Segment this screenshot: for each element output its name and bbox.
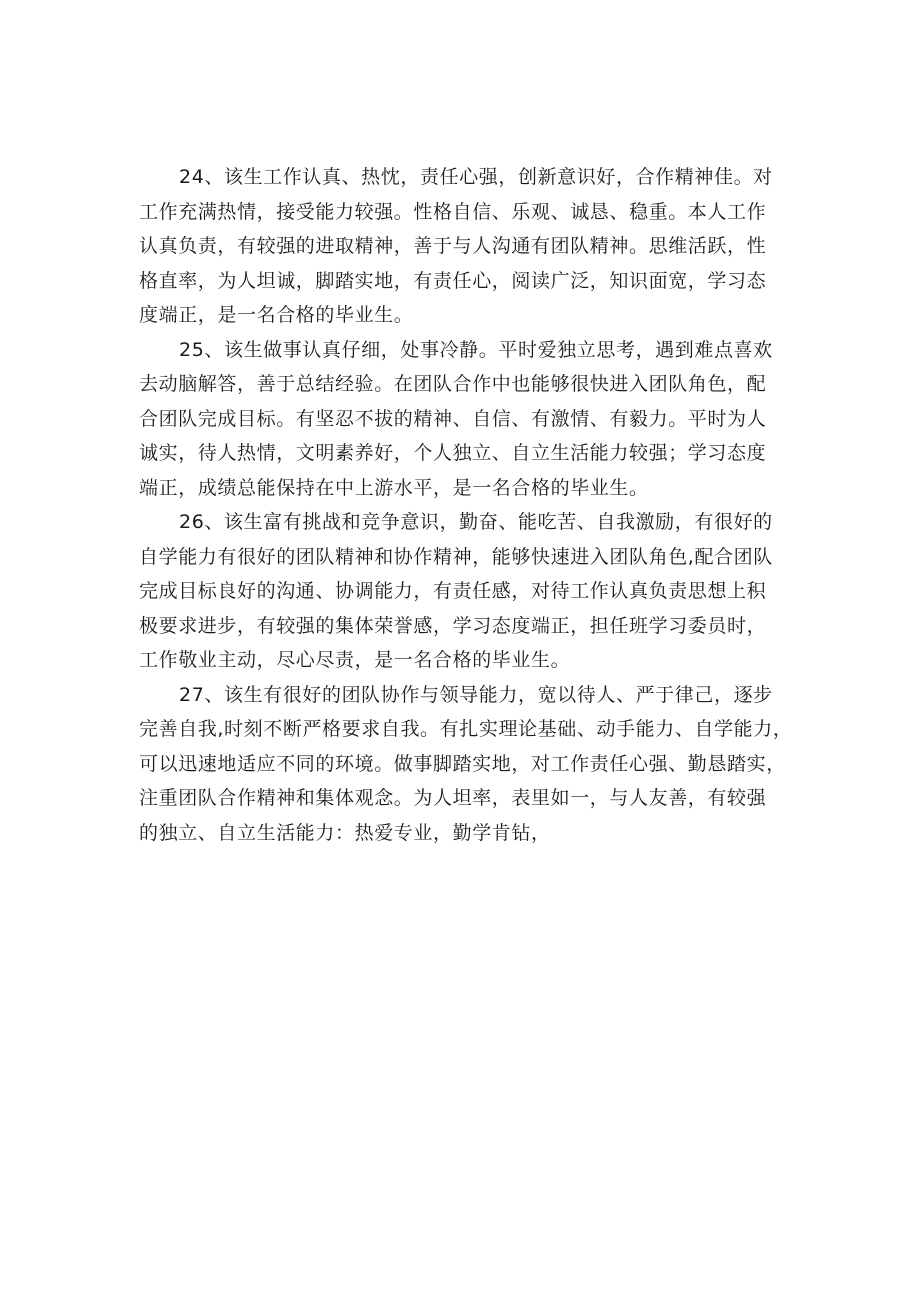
paragraph-line: 26、该生富有挑战和竞争意识，勤奋、能吃苦、自我激励，有很好的: [179, 511, 773, 533]
document-body: [139, 160, 797, 850]
paragraph-line: 完善自我,时刻不断严格要求自我。有扎实理论基础、动手能力、自学能力，: [139, 718, 793, 740]
paragraph-line: 格直率，为人坦诚，脚踏实地，有责任心，阅读广泛，知识面宽，学习态: [139, 269, 767, 292]
paragraph-26: [139, 505, 797, 678]
paragraph-line: 25、该生做事认真仔细，处事冷静。平时爱独立思考，遇到难点喜欢: [179, 338, 773, 361]
paragraph-line: 自学能力有很好的团队精神和协作精神，能够快速进入团队角色,配合团队: [139, 545, 773, 568]
paragraph-line: 度端正，是一名合格的毕业生。: [139, 304, 414, 326]
paragraph-27: [139, 678, 797, 851]
paragraph-line: 极要求进步，有较强的集体荣誉感，学习态度端正，担任班学习委员时，: [139, 614, 767, 637]
paragraph-line: 诚实，待人热情，文明素养好，个人独立、自立生活能力较强；学习态度: [139, 442, 767, 464]
paragraph-line: 去动脑解答，善于总结经验。在团队合作中也能够很快进入团队角色，配: [139, 373, 767, 395]
paragraph-line: 认真负责，有较强的进取精神，善于与人沟通有团队精神。思维活跃，性: [139, 235, 767, 257]
paragraph-line: 的独立、自立生活能力：热爱专业，勤学肯钻，: [139, 821, 551, 844]
paragraph-line: 24、该生工作认真、热忱，责任心强，创新意识好，合作精神佳。对: [179, 166, 773, 188]
paragraph-line: 27、该生有很好的团队协作与领导能力，宽以待人、严于律己，逐步: [179, 683, 773, 706]
paragraph-line: 可以迅速地适应不同的环境。做事脚踏实地，对工作责任心强、勤恳踏实，: [139, 752, 786, 775]
paragraph-line: 端正，成绩总能保持在中上游水平，是一名合格的毕业生。: [139, 476, 649, 499]
paragraph-line: 完成目标良好的沟通、协调能力，有责任感，对待工作认真负责思想上积: [139, 580, 767, 602]
paragraph-line: 注重团队合作精神和集体观念。为人坦率，表里如一，与人友善，有较强: [139, 787, 767, 809]
paragraph-24: [139, 160, 797, 333]
paragraph-25: [139, 333, 797, 506]
paragraph-line: 工作充满热情，接受能力较强。性格自信、乐观、诚恳、稳重。本人工作: [139, 200, 767, 223]
paragraph-line: 工作敬业主动，尽心尽责，是一名合格的毕业生。: [139, 649, 571, 671]
paragraph-line: 合团队完成目标。有坚忍不拔的精神、自信、有激情、有毅力。平时为人: [139, 407, 767, 430]
